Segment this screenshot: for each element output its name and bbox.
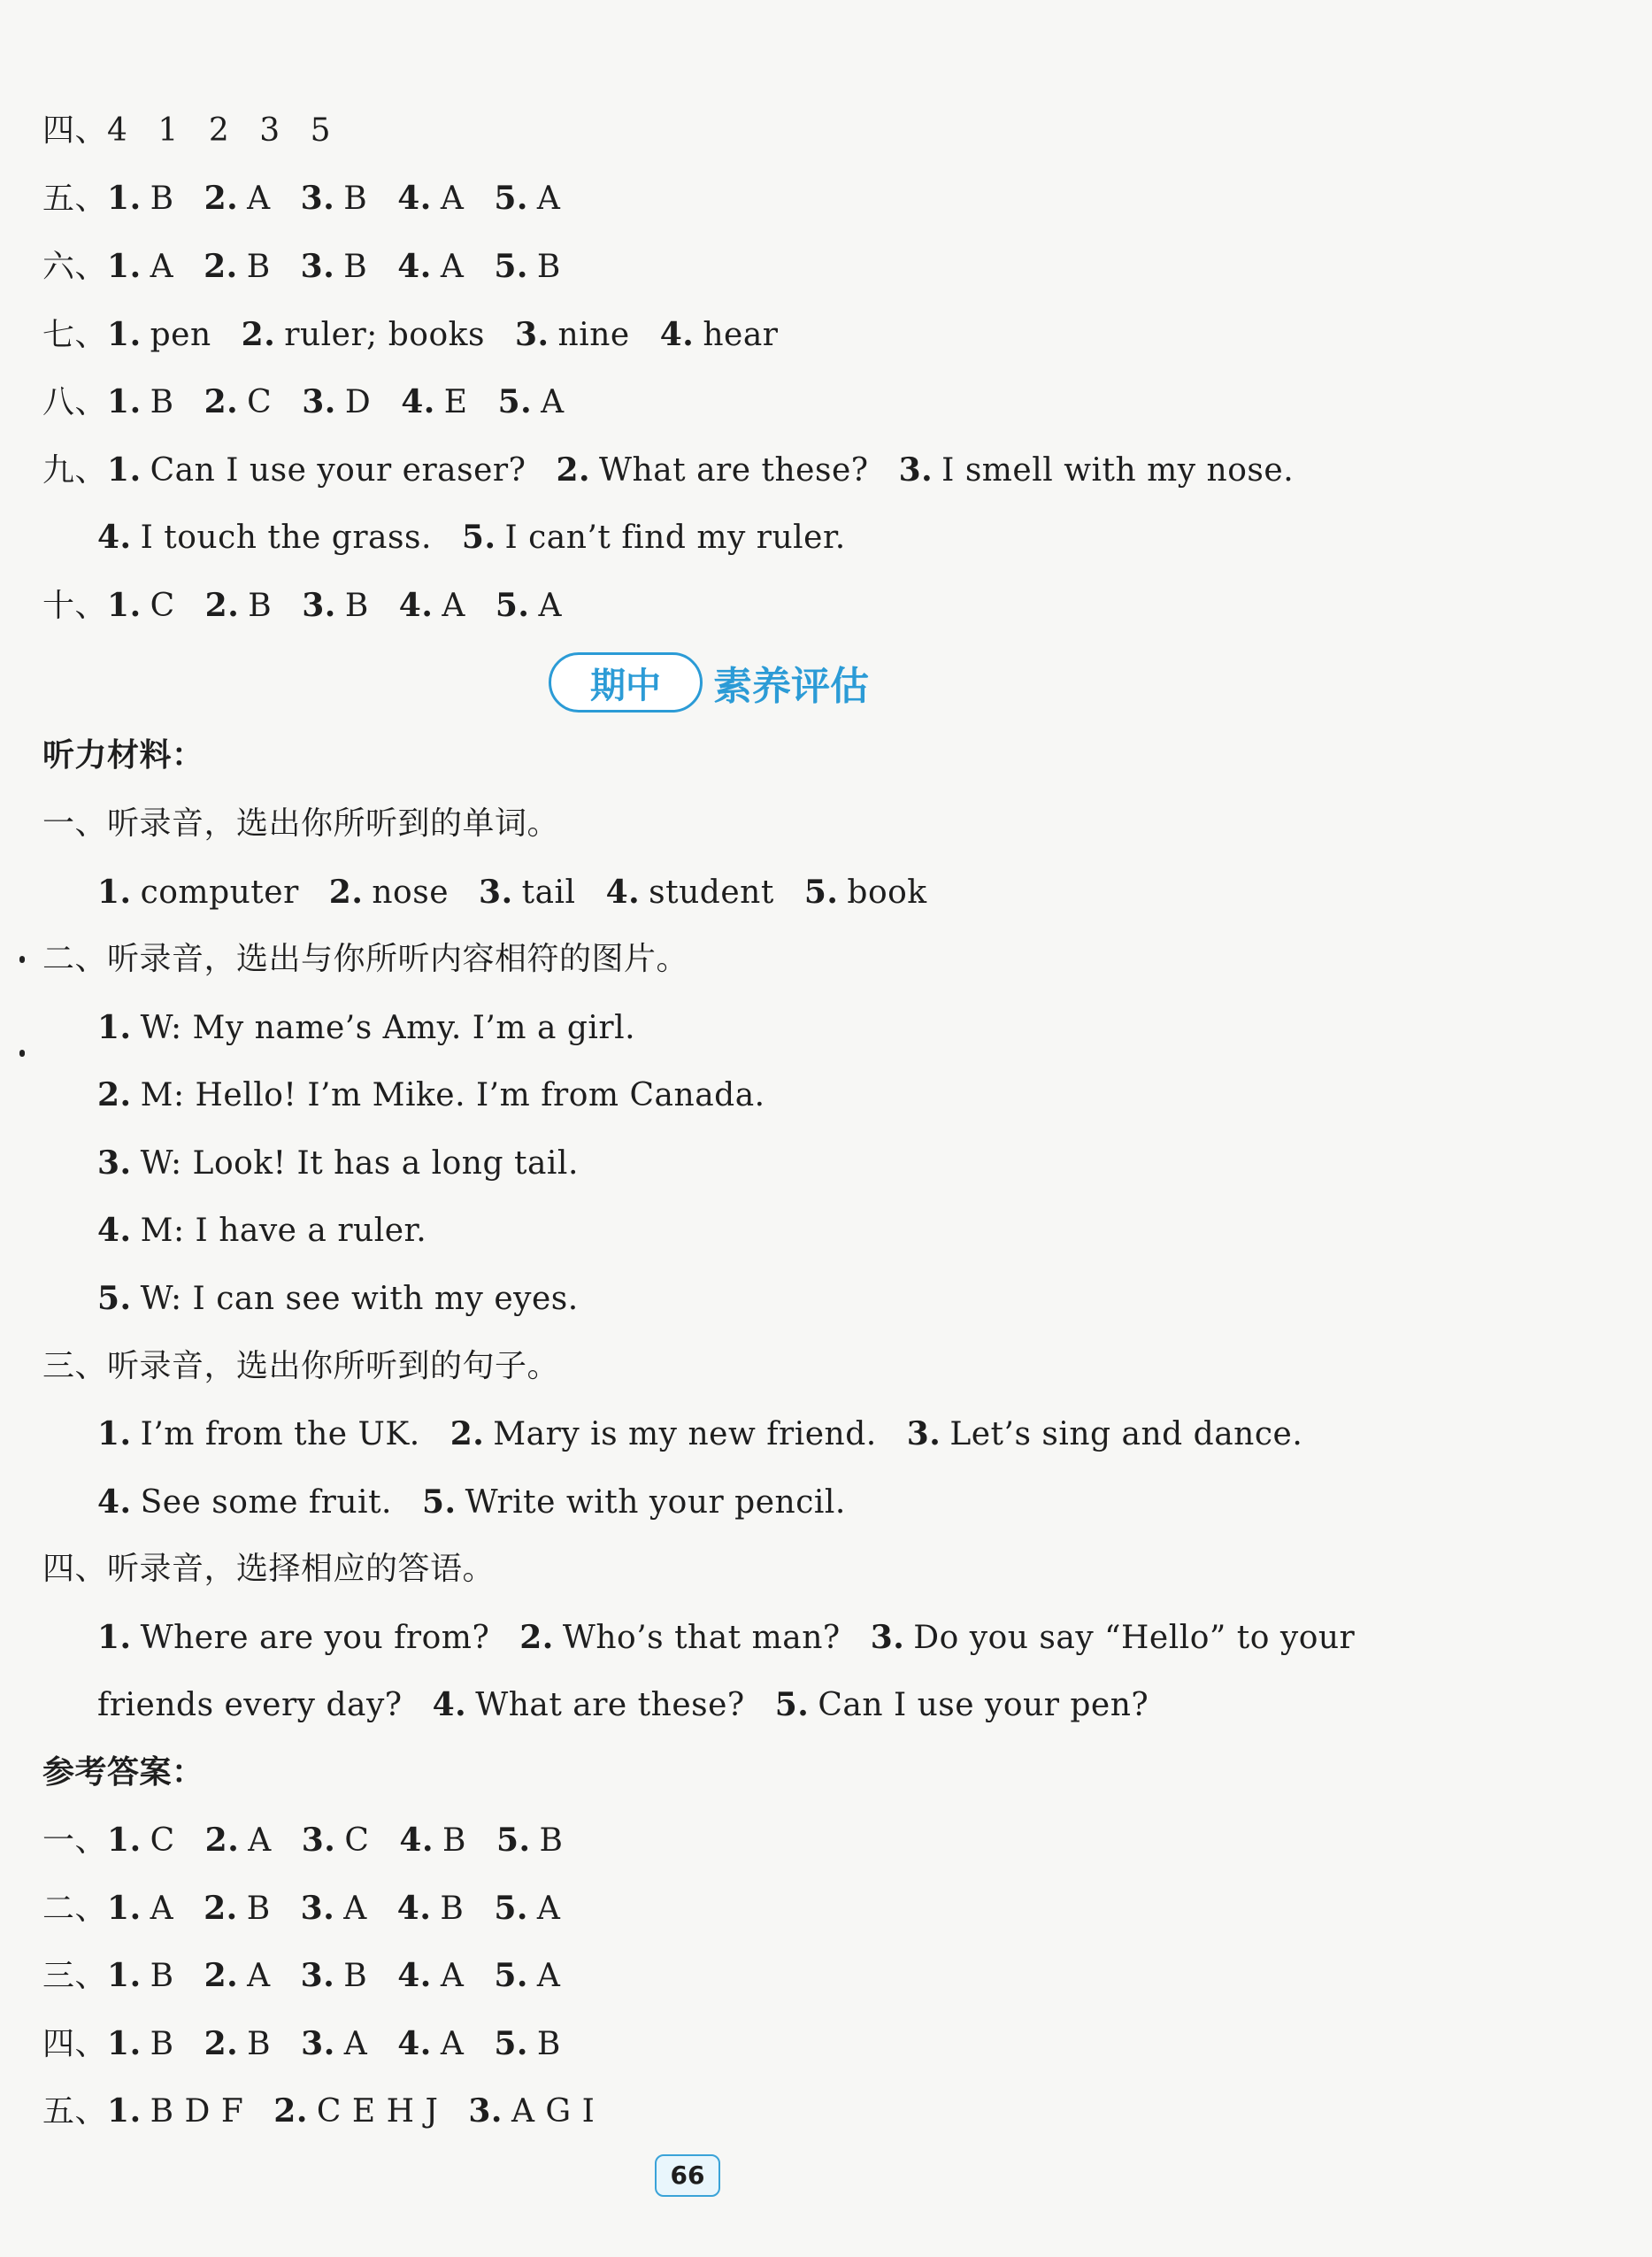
item-text: Do you say “Hello” to your: [913, 1620, 1356, 1656]
page-number: 66: [655, 2154, 720, 2197]
numbered-item: [204, 384, 273, 420]
row-prefix: 三、: [42, 1958, 108, 1994]
item-text: B: [248, 588, 273, 624]
item-text: M: Hello! I’m Mike. I’m from Canada.: [140, 1077, 765, 1113]
numbered-item: [907, 1416, 1303, 1452]
banner-pill: 期中: [549, 652, 703, 713]
item-number: 1.: [107, 316, 142, 353]
item-number: 3.: [301, 1822, 336, 1859]
listening-s2-line: [97, 1277, 579, 1321]
scan-dot: [19, 1050, 25, 1057]
answer-row-8: [42, 381, 565, 424]
item-text: A G I: [511, 2093, 595, 2130]
item-text: B: [442, 1822, 466, 1859]
numbered-item: [107, 452, 526, 489]
numbered-item: [97, 520, 432, 556]
item-text: A: [541, 384, 565, 420]
item-number: 2.: [328, 874, 364, 911]
numbered-item: [97, 1484, 392, 1521]
item-number: 4.: [397, 1957, 432, 1994]
numbered-item: [107, 2026, 174, 2062]
numbered-item: [97, 1281, 579, 1317]
item-number: 3.: [302, 383, 336, 420]
item-number: 5.: [494, 1890, 528, 1927]
listening-s2-title: 二、听录音，选出与你所听内容相符的图片。: [42, 941, 689, 977]
answers-row-3: [42, 1954, 560, 1998]
item-text: B: [247, 2026, 272, 2062]
item-number: 4.: [605, 874, 641, 911]
item-number: 1.: [107, 1957, 142, 1994]
item-number: 4.: [398, 587, 434, 624]
item-text: B: [246, 1891, 271, 1927]
item-number: 5.: [774, 1686, 810, 1723]
numbered-item: [204, 1958, 271, 1994]
item-text: Write with your pencil.: [465, 1484, 846, 1521]
numbered-item: [205, 1822, 272, 1859]
item-text: M: I have a ruler.: [140, 1213, 427, 1249]
item-number: 2.: [204, 383, 239, 420]
numbered-item: [479, 874, 576, 911]
numbered-item: [399, 588, 465, 624]
item-number: 1.: [107, 1822, 142, 1859]
item-number: 2.: [204, 1822, 240, 1859]
numbered-item: [660, 317, 779, 353]
numbered-item: [107, 249, 173, 285]
item-text: I’m from the UK.: [140, 1416, 420, 1452]
item-text: C: [344, 1822, 370, 1859]
item-text: A: [536, 181, 561, 217]
numbered-item: [97, 1077, 765, 1113]
listening-s4-title: 四、听录音，选择相应的答语。: [42, 1551, 496, 1587]
numbered-item: [107, 588, 175, 624]
item-text: tail: [521, 874, 576, 911]
item-text: B: [343, 249, 368, 285]
numbered-item: [433, 1687, 745, 1723]
item-text: Can I use your pen?: [818, 1687, 1149, 1723]
numbered-item: [107, 1822, 175, 1859]
scan-dot: [19, 956, 25, 963]
listening-s4-line2: [97, 1683, 1149, 1727]
item-text: B D F: [150, 2093, 244, 2130]
item-text: A: [150, 1891, 174, 1927]
item-number: 1.: [107, 248, 142, 285]
numbered-item: [301, 181, 368, 217]
item-text: I smell with my nose.: [941, 452, 1295, 489]
item-number: 2.: [273, 2092, 308, 2130]
item-number: 4.: [97, 1483, 132, 1521]
item-text: B: [539, 1822, 564, 1859]
numbered-item: [107, 1891, 173, 1927]
numbered-item: [97, 1010, 635, 1046]
item-number: 1.: [107, 180, 142, 217]
item-text: E: [443, 384, 468, 420]
numbered-item: [775, 1687, 1149, 1723]
numbered-item: [97, 874, 299, 911]
numbered-item: [329, 874, 449, 911]
listening-s2-line: [97, 1209, 426, 1252]
listening-s2-line: [97, 1074, 765, 1117]
item-number: 2.: [204, 180, 239, 217]
row-prefix: 十、: [42, 588, 108, 624]
answers-row-4: [42, 2022, 561, 2066]
numbered-item: [519, 1620, 840, 1656]
numbered-item: [273, 2093, 438, 2130]
numbered-item: [401, 384, 467, 420]
item-number: 1.: [97, 1619, 132, 1656]
numbered-item: [97, 1213, 426, 1249]
answer-row-7: [42, 313, 779, 357]
item-number: 5.: [497, 383, 533, 420]
item-number: 2.: [204, 2025, 239, 2062]
item-number: 2.: [241, 316, 276, 353]
item-number: 2.: [449, 1415, 485, 1452]
item-text: Mary is my new friend.: [493, 1416, 877, 1452]
answer-row-5: [42, 177, 560, 220]
item-text: Where are you from?: [140, 1620, 490, 1656]
answer-row-9b: [97, 516, 846, 559]
item-number: 4.: [659, 316, 695, 353]
item-text: hear: [703, 317, 779, 353]
item-number: 2.: [556, 451, 591, 489]
item-number: 1.: [97, 1415, 132, 1452]
item-number: 4.: [97, 519, 132, 556]
item-text: W: My name’s Amy. I’m a girl.: [140, 1010, 636, 1046]
item-text: W: I can see with my eyes.: [140, 1281, 579, 1317]
item-number: 5.: [461, 519, 496, 556]
row-prefix: 五、: [42, 181, 108, 217]
item-text: nine: [557, 317, 630, 353]
item-number: 3.: [97, 1144, 132, 1182]
item-text: B: [344, 588, 369, 624]
listening-s4-line1: [97, 1616, 1355, 1660]
item-number: 1.: [107, 2092, 142, 2130]
numbered-item: [302, 588, 369, 624]
numbered-item: [515, 317, 630, 353]
item-number: 3.: [300, 180, 335, 217]
item-number: 5.: [495, 587, 530, 624]
answers-row-5: [42, 2090, 595, 2133]
numbered-item: [496, 588, 562, 624]
item-number: 3.: [300, 248, 335, 285]
item-number: 4.: [399, 1822, 434, 1859]
continuation-text: friends every day?: [97, 1687, 403, 1723]
item-text: B: [536, 249, 561, 285]
answers-row-1: [42, 1819, 564, 1862]
item-text: B: [343, 181, 368, 217]
numbered-item: [498, 384, 565, 420]
item-number: 5.: [496, 1822, 531, 1859]
answers-heading: 参考答案：: [42, 1754, 204, 1791]
row-prefix: 七、: [42, 317, 108, 353]
listening-s3-title: 三、听录音，选出你所听到的句子。: [42, 1348, 560, 1384]
listening-s3-line2: [97, 1481, 846, 1524]
numbered-item: [204, 1891, 271, 1927]
numbered-item: [494, 2026, 561, 2062]
item-text: I touch the grass.: [140, 520, 432, 556]
item-number: 3.: [300, 1957, 335, 1994]
item-number: 5.: [494, 180, 528, 217]
item-text: A: [442, 588, 465, 624]
listening-s3-line1: [97, 1413, 1302, 1456]
numbered-item: [301, 1958, 368, 1994]
row-prefix: 四、: [42, 112, 108, 149]
item-number: 3.: [302, 587, 336, 624]
numbered-item: [606, 874, 774, 911]
answer-row-4: [42, 110, 331, 152]
item-text: I can’t find my ruler.: [504, 520, 846, 556]
item-number: 1.: [107, 383, 142, 420]
item-number: 4.: [97, 1212, 132, 1249]
numbered-item: [302, 1822, 370, 1859]
row-prefix: 四、: [42, 2026, 108, 2062]
item-text: A: [248, 1822, 272, 1859]
answer-row-6: [42, 245, 561, 289]
numbered-item: [871, 1620, 1356, 1656]
numbered-item: [97, 1620, 489, 1656]
answer-row-10: [42, 584, 562, 628]
item-number: 5.: [803, 874, 839, 911]
numbered-item: [242, 317, 485, 353]
listening-s2-line: [97, 1142, 579, 1185]
item-number: 5.: [494, 1957, 528, 1994]
numbered-item: [397, 1958, 464, 1994]
item-text: C: [150, 588, 175, 624]
numbered-item: [556, 452, 868, 489]
numbered-item: [397, 2026, 464, 2062]
numbered-item: [97, 1145, 579, 1182]
numbered-item: [302, 384, 371, 420]
row-prefix: 一、: [42, 1822, 108, 1859]
item-text: A: [247, 181, 271, 217]
item-number: 3.: [906, 1415, 941, 1452]
item-number: 2.: [204, 248, 238, 285]
item-text: A: [440, 181, 465, 217]
item-text: B: [150, 2026, 174, 2062]
numbered-item: [204, 2026, 272, 2062]
numbered-item: [462, 520, 846, 556]
item-number: 4.: [397, 180, 432, 217]
item-number: 5.: [421, 1483, 457, 1521]
item-number: 3.: [514, 316, 549, 353]
section-banner: [549, 653, 869, 712]
answer-row-9a: [42, 449, 1294, 492]
item-number: 1.: [107, 587, 142, 624]
item-text: B: [246, 249, 271, 285]
numbered-item: [399, 1822, 466, 1859]
numbered-item: [204, 181, 271, 217]
numbered-item: [301, 249, 368, 285]
numbered-item: [397, 181, 464, 217]
item-number: 2.: [204, 1957, 239, 1994]
item-number: 3.: [468, 2092, 503, 2130]
item-text: A: [440, 249, 465, 285]
numbered-item: [107, 317, 211, 353]
row-prefix: 六、: [42, 249, 108, 285]
item-number: 2.: [519, 1619, 554, 1656]
numbered-item: [496, 1822, 564, 1859]
item-text: What are these?: [475, 1687, 745, 1723]
item-number: 4.: [432, 1686, 467, 1723]
item-text: B: [440, 1891, 465, 1927]
item-text: book: [847, 874, 927, 911]
item-text: A: [150, 249, 174, 285]
item-text: A: [247, 1958, 271, 1994]
numbered-item: [107, 181, 174, 217]
item-number: 4.: [396, 1890, 432, 1927]
listening-s2-line: [97, 1006, 635, 1050]
item-text: B: [343, 1958, 368, 1994]
row-prefix: 九、: [42, 452, 108, 489]
numbered-item: [205, 588, 273, 624]
item-text: B: [150, 181, 174, 217]
item-number: 5.: [494, 248, 528, 285]
item-text: C: [247, 384, 273, 420]
numbered-item: [494, 1958, 560, 1994]
item-number: 1.: [97, 1009, 132, 1046]
item-text: pen: [150, 317, 211, 353]
numbered-item: [468, 2093, 595, 2130]
item-number: 4.: [397, 248, 432, 285]
row-prefix: 五、: [42, 2093, 108, 2130]
plain-item: 1: [158, 112, 179, 149]
item-text: W: Look! It has a long tail.: [140, 1145, 579, 1182]
plain-item: 4: [107, 112, 128, 149]
item-text: Let’s sing and dance.: [949, 1416, 1303, 1452]
item-number: 1.: [107, 1890, 142, 1927]
item-text: B: [150, 1958, 174, 1994]
item-number: 1.: [107, 451, 142, 489]
item-text: B: [536, 2026, 561, 2062]
row-prefix: 二、: [42, 1891, 108, 1927]
item-text: B: [150, 384, 174, 420]
listening-heading: 听力材料：: [42, 737, 204, 774]
numbered-item: [107, 2093, 243, 2130]
item-number: 3.: [301, 2025, 335, 2062]
item-text: Who’s that man?: [562, 1620, 841, 1656]
item-text: computer: [140, 874, 299, 911]
numbered-item: [97, 1416, 420, 1452]
item-text: A: [440, 1958, 465, 1994]
item-text: nose: [372, 874, 449, 911]
item-text: student: [649, 874, 774, 911]
item-text: C: [150, 1822, 175, 1859]
numbered-item: [494, 1891, 560, 1927]
plain-item: 2: [208, 112, 230, 149]
numbered-item: [107, 1958, 174, 1994]
item-number: 3.: [898, 451, 934, 489]
numbered-item: [397, 1891, 465, 1927]
item-text: A: [343, 1891, 367, 1927]
numbered-item: [422, 1484, 846, 1521]
item-text: A: [343, 2026, 368, 2062]
numbered-item: [804, 874, 927, 911]
item-text: C E H J: [316, 2093, 439, 2130]
plain-item: 5: [310, 112, 332, 149]
row-prefix: 八、: [42, 384, 108, 420]
item-number: 3.: [479, 874, 513, 911]
item-number: 1.: [97, 874, 132, 911]
numbered-item: [494, 249, 561, 285]
numbered-item: [107, 384, 174, 420]
item-number: 1.: [107, 2025, 142, 2062]
item-number: 2.: [204, 1890, 238, 1927]
item-text: Can I use your eraser?: [150, 452, 526, 489]
numbered-item: [301, 1891, 367, 1927]
listening-s1-items: [97, 871, 927, 914]
plain-item: 3: [259, 112, 280, 149]
item-number: 3.: [870, 1619, 905, 1656]
item-text: ruler; books: [284, 317, 485, 353]
numbered-item: [494, 181, 560, 217]
banner-title: 素养评估: [713, 664, 869, 709]
numbered-item: [204, 249, 271, 285]
item-text: See some fruit.: [140, 1484, 392, 1521]
item-number: 2.: [204, 587, 240, 624]
answers-row-2: [42, 1887, 560, 1930]
item-text: A: [538, 588, 562, 624]
item-number: 5.: [494, 2025, 528, 2062]
item-text: A: [536, 1958, 561, 1994]
item-number: 5.: [97, 1280, 132, 1317]
item-number: 4.: [397, 2025, 432, 2062]
item-text: A: [536, 1891, 561, 1927]
item-number: 2.: [97, 1076, 132, 1113]
numbered-item: [899, 452, 1295, 489]
inline-list: [433, 1687, 1149, 1723]
numbered-item: [450, 1416, 877, 1452]
numbered-item: [301, 2026, 367, 2062]
item-text: A: [440, 2026, 465, 2062]
item-number: 4.: [401, 383, 435, 420]
item-text: D: [344, 384, 372, 420]
item-number: 3.: [300, 1890, 335, 1927]
listening-s1-title: 一、听录音，选出你所听到的单词。: [42, 805, 560, 842]
numbered-item: [397, 249, 464, 285]
item-text: What are these?: [599, 452, 869, 489]
